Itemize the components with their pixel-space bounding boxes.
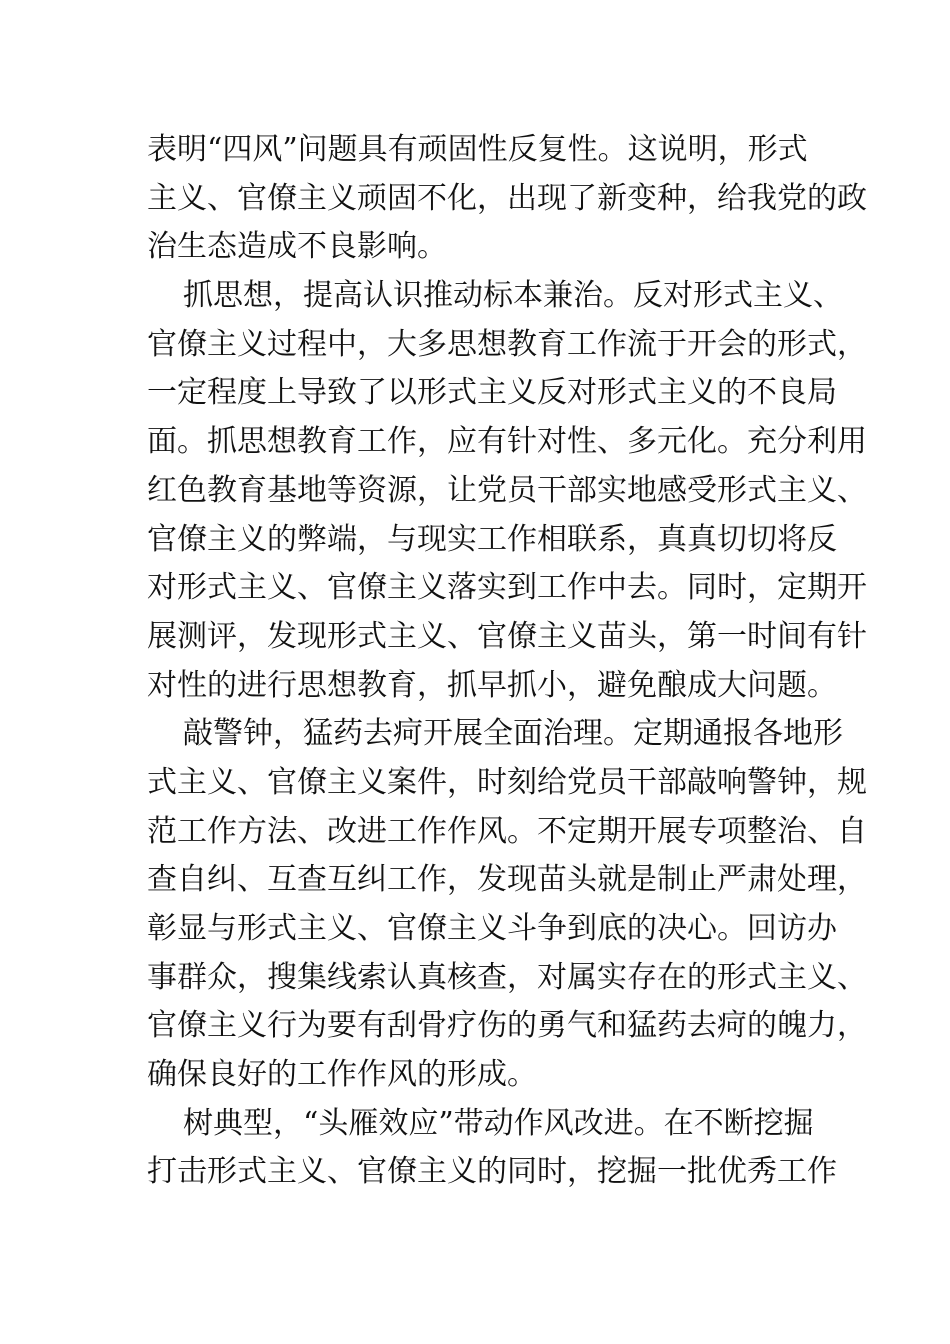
text-line: 确保良好的工作作风的形成。 bbox=[147, 1057, 537, 1093]
text-line: 查自纠、互查互纠工作，发现苗头就是制止严肃处理， bbox=[147, 862, 867, 898]
text-line: 式主义、官僚主义案件，时刻给党员干部敲响警钟，规 bbox=[147, 764, 867, 800]
text-line: 对形式主义、官僚主义落实到工作中去。同时，定期开 bbox=[147, 570, 867, 606]
text-line: 对性的进行思想教育，抓早抓小，避免酿成大问题。 bbox=[147, 667, 837, 703]
document-body bbox=[147, 126, 867, 1197]
text-line: 彰显与形式主义、官僚主义斗争到底的决心。回访办 bbox=[147, 911, 837, 946]
text-line: 主义、官僚主义顽固不化，出现了新变种，给我党的政 bbox=[147, 180, 867, 216]
text-line: 打击形式主义、官僚主义的同时，挖掘一批优秀工作 bbox=[147, 1154, 837, 1190]
text-line: 事群众，搜集线索认真核查，对属实存在的形式主义、 bbox=[147, 959, 867, 995]
paragraph-start-line: 抓思想，提高认识推动标本兼治。反对形式主义、 bbox=[183, 278, 843, 314]
text-line: 官僚主义行为要有刮骨疗伤的勇气和猛药去疴的魄力， bbox=[147, 1008, 867, 1044]
paragraph-start-line: 树典型，“头雁效应”带动作风改进。在不断挖掘 bbox=[183, 1105, 814, 1141]
text-line: 治生态造成不良影响。 bbox=[147, 229, 447, 265]
text-line: 红色教育基地等资源，让党员干部实地感受形式主义、 bbox=[147, 472, 867, 508]
text-line: 面。抓思想教育工作，应有针对性、多元化。充分利用 bbox=[147, 424, 867, 460]
paragraph-start-line: 敲警钟，猛药去疴开展全面治理。定期通报各地形 bbox=[183, 716, 843, 752]
text-line: 官僚主义过程中，大多思想教育工作流于开会的形式， bbox=[147, 326, 867, 362]
text-line: 展测评，发现形式主义、官僚主义苗头，第一时间有针 bbox=[147, 618, 867, 654]
text-line: 一定程度上导致了以形式主义反对形式主义的不良局 bbox=[147, 375, 837, 411]
text-line: 表明“四风”问题具有顽固性反复性。这说明，形式 bbox=[147, 132, 808, 167]
text-line: 范工作方法、改进工作作风。不定期开展专项整治、自 bbox=[147, 813, 867, 849]
text-line: 官僚主义的弊端，与现实工作相联系，真真切切将反 bbox=[147, 521, 837, 557]
